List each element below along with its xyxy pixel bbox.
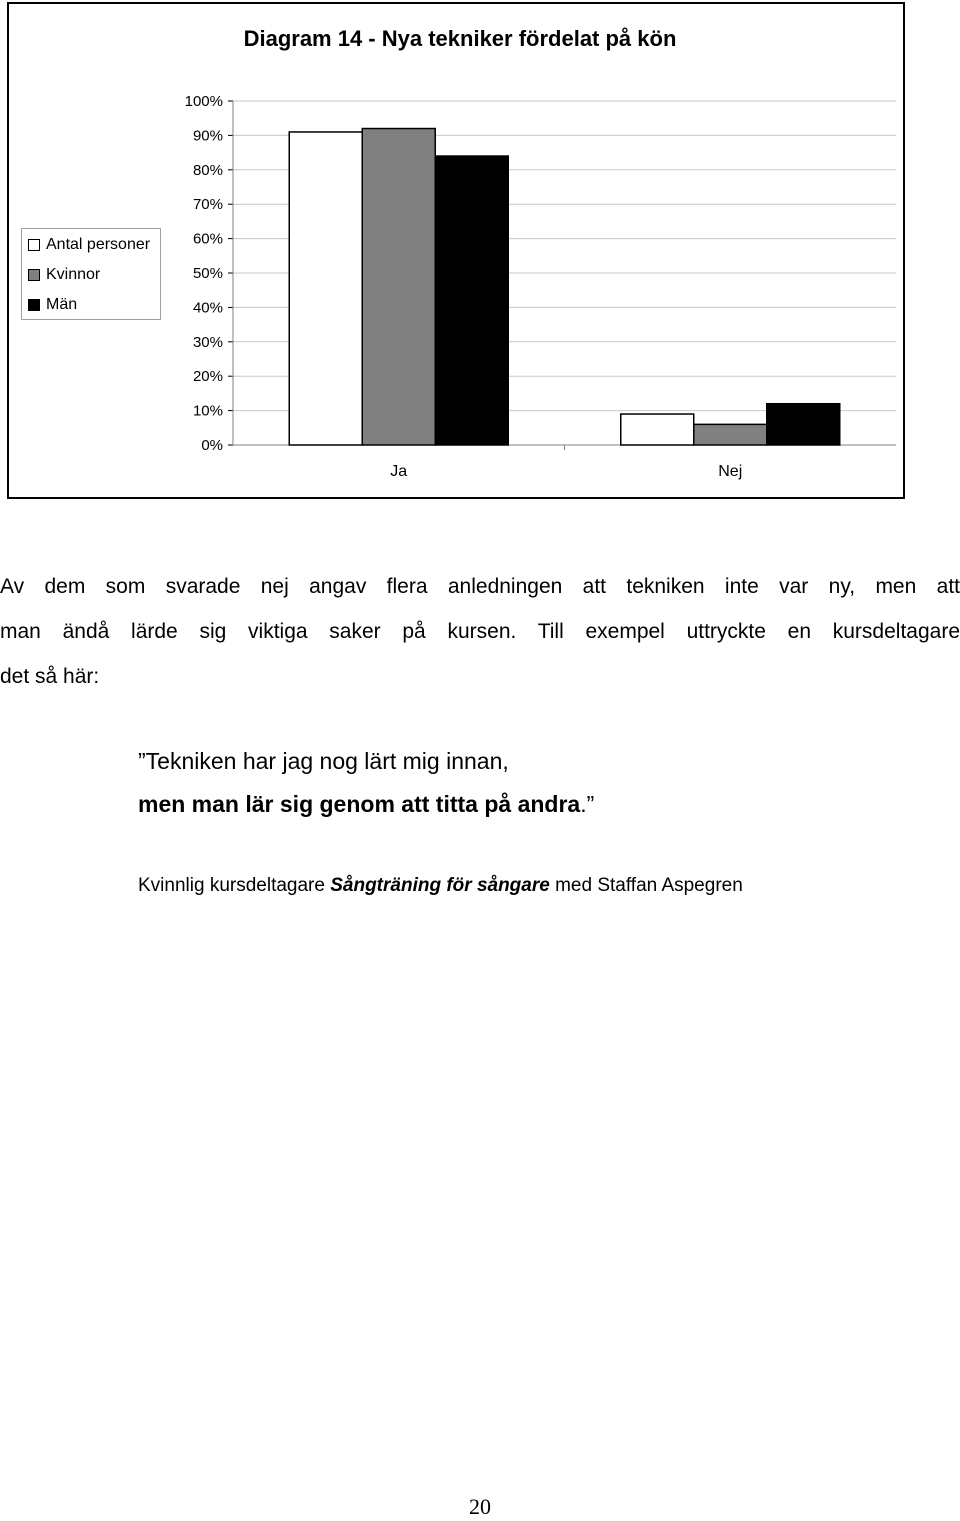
legend-swatch	[28, 299, 40, 311]
y-tick-label: 70%	[192, 196, 223, 214]
y-tick-label: 30%	[192, 333, 223, 351]
legend-swatch	[28, 239, 40, 251]
quote-line: ”Tekniken har jag nog lärt mig innan,	[138, 748, 509, 774]
bar-nej-0	[621, 414, 694, 445]
source-prefix: Kvinnlig kursdeltagare	[138, 875, 331, 896]
chart-legend	[21, 228, 161, 320]
quote-block	[138, 740, 594, 826]
quote-source	[138, 875, 743, 897]
chart-title: Diagram 14 - Nya tekniker fördelat på kön	[243, 26, 677, 51]
paragraph-line: det så här:	[0, 665, 100, 688]
legend-item-man	[28, 295, 77, 315]
legend-label: Män	[46, 296, 78, 313]
x-tick-label: Nej	[718, 463, 743, 480]
y-tick-label: 100%	[184, 93, 223, 110]
y-tick-label: 0%	[201, 437, 223, 454]
legend-item-antal-personer	[28, 235, 150, 255]
legend-label: Antal personer	[46, 236, 151, 253]
quote-bold-text: men man lär sig genom att titta på andra	[138, 791, 581, 817]
y-tick-label: 90%	[192, 127, 223, 145]
paragraph-line: Av dem som svarade nej angav flera anledningen att tekniken inte var ny, men att	[0, 575, 960, 598]
y-tick-label: 40%	[192, 299, 223, 317]
quote-end: .”	[580, 791, 595, 817]
y-tick-label: 80%	[192, 161, 223, 179]
body-paragraph	[0, 564, 960, 699]
page-number: 20	[469, 1494, 491, 1519]
x-tick-label: Ja	[390, 463, 408, 480]
paragraph-line: man ändå lärde sig viktiga saker på kursen. Till exempel uttryckte en kursdeltagare	[0, 620, 960, 643]
y-tick-label: 50%	[192, 265, 223, 282]
chart-frame	[7, 2, 905, 499]
y-tick-label: 20%	[192, 368, 223, 386]
source-suffix: med Staffan Aspegren	[549, 875, 743, 896]
legend-swatch	[28, 269, 40, 281]
y-tick-label: 60%	[192, 230, 223, 248]
bar-ja-0	[289, 132, 362, 445]
bar-nej-2	[767, 404, 840, 445]
legend-item-kvinnor	[28, 265, 100, 285]
course-name: Sångträning för sångare	[330, 875, 550, 896]
bar-ja-2	[435, 156, 508, 445]
quote-line	[138, 783, 594, 826]
bar-ja-1	[362, 129, 435, 445]
bar-nej-1	[694, 424, 767, 445]
legend-label: Kvinnor	[46, 266, 101, 283]
y-tick-label: 10%	[192, 402, 223, 420]
